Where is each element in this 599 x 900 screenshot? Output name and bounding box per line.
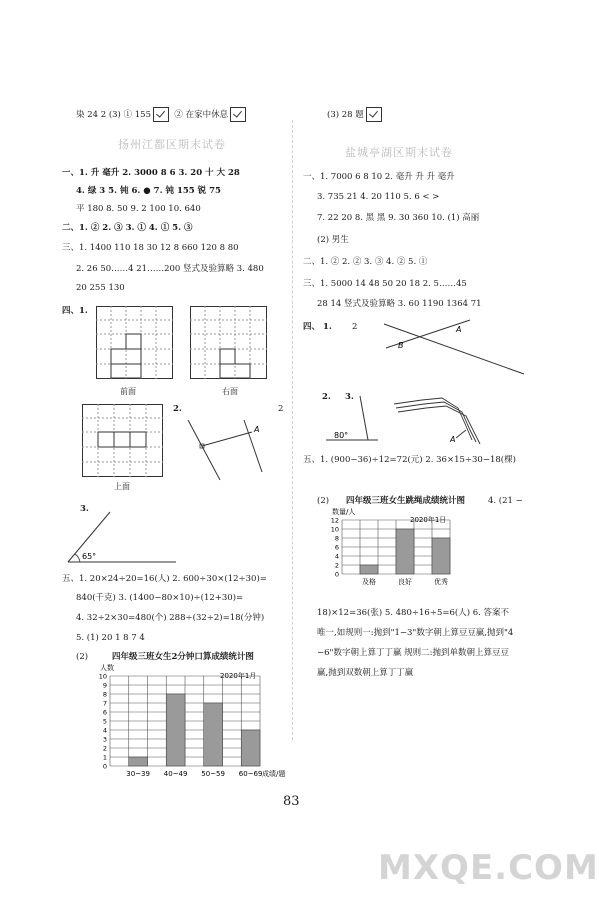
bar-50~59 — [204, 703, 223, 766]
right-view-grid — [190, 306, 268, 380]
right-q2-label: 2. — [322, 392, 331, 402]
left-answer-line-7: 20 255 130 — [76, 283, 125, 293]
checkbox-checked-3 — [366, 107, 382, 122]
left-chart-prefix: (2) — [76, 652, 89, 662]
y-tick-label: 0 — [334, 570, 339, 579]
y-tick-label: 4 — [334, 552, 339, 561]
left-sec5-line-2: 840(千克) 3. (1400−80×10)÷(12+30)= — [76, 593, 244, 603]
left-header-text: 染 24 2 (3) ① 155 — [76, 110, 151, 120]
left-sec5-line-1: 五、1. 20×24÷20=16(人) 2. 600÷30×(12÷30)= — [62, 574, 267, 584]
angle-80-diagram — [322, 392, 382, 448]
x-tick-label: 良好 — [398, 578, 412, 586]
y-tick-label: 9 — [102, 681, 107, 690]
right-section-4-extra: 2 — [352, 322, 358, 332]
right-header-line — [327, 107, 382, 122]
bar-60~69 — [241, 730, 260, 766]
y-tick-label: 5 — [102, 717, 107, 726]
right-after-chart-3: −6"数字朝上算丁丁赢 规则二:抛到单数朝上算豆豆 — [317, 648, 510, 658]
x-axis-title: 成绩/题 — [262, 770, 286, 778]
x-tick-label: 30~39 — [126, 770, 150, 778]
checkbox-checked-2 — [230, 107, 246, 122]
right-header-text: (3) 28 题 — [327, 110, 364, 120]
y-tick-label: 6 — [334, 543, 339, 552]
x-tick-label: 及格 — [362, 578, 376, 586]
left-header-text-2: ② 在家中休息 — [174, 110, 229, 120]
page-number: 83 — [283, 794, 300, 809]
y-tick-label: 3 — [102, 735, 107, 744]
x-tick-label: 60~69 — [238, 770, 263, 778]
left-q2-right-number: 2 — [278, 404, 284, 414]
checkbox-checked-1 — [153, 107, 169, 122]
x-tick-label: 50~59 — [201, 770, 225, 778]
bar-良好 — [396, 529, 414, 574]
y-tick-label: 8 — [102, 690, 107, 699]
left-q2-label: 2. — [173, 404, 182, 414]
left-answer-line-2: 4. 绿 3 5. 钝 6. ● 7. 钝 155 锐 75 — [76, 186, 221, 196]
right-chart-suffix: 4. (21 − — [488, 496, 523, 506]
right-answer-line-5: 二、1. ② 2. ② 3. ③ 4. ② 5. ① — [303, 257, 428, 267]
path-point-a-label: A — [450, 435, 456, 444]
left-sec5-line-4: 5. (1) 20 1 8 7 4 — [76, 633, 145, 643]
y-tick-label: 0 — [102, 762, 107, 771]
bar-40~49 — [166, 694, 185, 766]
right-after-chart-4: 赢,抛到双数朝上算丁丁赢 — [317, 668, 414, 678]
left-header-line — [76, 107, 246, 122]
right-q3-label: 3. — [345, 392, 354, 402]
right-answer-line-1: 一、1. 7000 6 8 10 2. 毫升 升 升 毫升 — [303, 172, 455, 182]
right-chart-prefix: (2) — [317, 496, 330, 506]
left-answer-line-5: 三、1. 1400 110 18 30 12 8 660 120 8 80 — [62, 243, 239, 253]
angle-80-label: 80° — [334, 431, 349, 440]
y-tick-label: 2 — [334, 561, 339, 570]
right-point-a-label: A — [456, 325, 462, 334]
watermark-text: MXQE.COM — [378, 848, 599, 888]
left-q3-label: 3. — [80, 504, 89, 514]
perpendicular-diagram — [180, 412, 270, 484]
y-axis-title: 数量/人 — [332, 508, 356, 516]
y-tick-label: 12 — [330, 516, 339, 525]
angle-65-diagram — [60, 510, 180, 566]
right-answer-line-2: 3. 735 21 4. 20 110 5. 6 < > — [317, 192, 440, 202]
right-after-chart-1: 18)×12=36(张) 5. 480÷16÷5=6(人) 6. 答案不 — [317, 608, 510, 618]
right-view-label: 右面 — [222, 387, 238, 396]
path-reflection-diagram — [392, 386, 492, 446]
left-answer-line-1: 一、1. 升 毫升 2. 3000 8 6 3. 20 十 大 28 — [62, 168, 240, 178]
left-sec5-line-3: 4. 32÷2×30=480(个) 288÷(32÷2)=18(分钟) — [76, 613, 265, 623]
column-divider — [292, 120, 293, 740]
point-a-label: A — [254, 425, 260, 434]
left-answer-line-3: 平 180 8. 50 9. 2 100 10. 640 — [76, 204, 201, 214]
top-view-label: 上面 — [114, 482, 130, 491]
y-tick-label: 2 — [102, 744, 107, 753]
x-tick-label: 40~49 — [163, 770, 188, 778]
left-section-title: 扬州江都区期末试卷 — [118, 138, 226, 151]
y-tick-label: 7 — [102, 699, 107, 708]
left-section-4: 四、1. — [62, 306, 88, 316]
right-section-4: 四、 1. — [303, 322, 332, 332]
bar-及格 — [360, 565, 378, 574]
front-view-grid — [96, 306, 174, 380]
y-tick-label: 10 — [98, 672, 107, 681]
y-tick-label: 4 — [102, 726, 107, 735]
chart-date: 2020年1日 — [410, 516, 447, 524]
right-bar-chart — [316, 508, 476, 598]
left-answer-line-6: 2. 26 50……4 21……200 竖式及验算略 3. 480 — [76, 264, 264, 274]
x-tick-label: 优秀 — [434, 578, 448, 586]
point-b-label: B — [398, 341, 404, 350]
bar-优秀 — [432, 538, 450, 574]
bar-30~39 — [129, 757, 148, 766]
right-answer-line-4: (2) 男生 — [317, 235, 349, 245]
y-tick-label: 10 — [330, 525, 339, 534]
left-chart-title: 四年级三班女生2分钟口算成绩统计图 — [112, 652, 254, 662]
y-axis-title: 人数 — [100, 664, 114, 672]
parallel-lines-diagram — [380, 318, 530, 378]
front-view-label: 前面 — [120, 387, 136, 396]
right-section-title: 盐城亭湖区期末试卷 — [345, 146, 453, 159]
right-answer-line-3: 7. 22 20 8. 黑 黑 9. 30 360 10. (1) 高丽 — [317, 213, 480, 223]
y-tick-label: 8 — [334, 534, 339, 543]
y-tick-label: 1 — [102, 753, 107, 762]
y-tick-label: 6 — [102, 708, 107, 717]
right-answer-line-6: 三、1. 5000 14 48 50 20 18 2. 5……45 — [303, 279, 467, 289]
left-answer-line-4: 二、1. ② 2. ③ 3. ① 4. ① 5. ③ — [62, 223, 193, 233]
right-chart-title: 四年级三班女生跳绳成绩统计图 — [346, 496, 466, 506]
chart-date: 2020年1月 — [220, 672, 257, 680]
top-view-grid — [82, 404, 164, 478]
right-answer-line-7: 28 14 竖式及验算略 3. 60 1190 1364 71 — [317, 299, 482, 309]
right-after-chart-2: 唯一,如规则一:抛到"1−3"数字朝上算豆豆赢,抛到"4 — [317, 628, 514, 638]
angle-65-label: 65° — [82, 552, 97, 561]
right-sec5-line: 五、1. (900−36)÷12=72(元) 2. 36×15÷30−18(棵) — [303, 455, 516, 465]
left-bar-chart — [80, 664, 300, 784]
